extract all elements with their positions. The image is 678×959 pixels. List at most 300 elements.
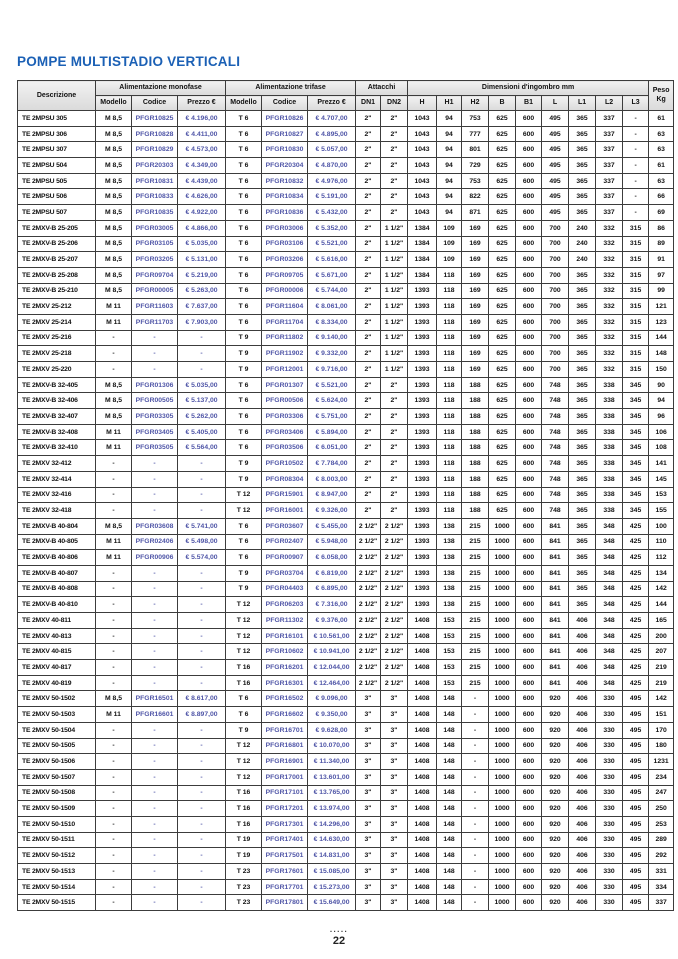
- cell-modello-monofase: M 8,5: [96, 283, 132, 299]
- cell-h2: -: [462, 707, 489, 723]
- cell-h: 1408: [408, 613, 437, 629]
- cell-modello-trifase: T 9: [226, 330, 262, 346]
- cell-codice-monofase: -: [132, 879, 178, 895]
- cell-prezzo-monofase: -: [178, 864, 226, 880]
- cell-prezzo-trifase: € 6.058,00: [308, 550, 356, 566]
- cell-h2: 215: [462, 581, 489, 597]
- cell-prezzo-monofase: -: [178, 785, 226, 801]
- cell-descrizione: TE 2MPSU 507: [18, 205, 96, 221]
- cell-codice-monofase: -: [132, 722, 178, 738]
- cell-codice-monofase: PFGR03205: [132, 252, 178, 268]
- cell-codice-monofase: -: [132, 832, 178, 848]
- cell-l2: 330: [596, 864, 623, 880]
- cell-l3: -: [623, 126, 649, 142]
- cell-codice-trifase: PFGR02407: [262, 534, 308, 550]
- cell-l2: 337: [596, 189, 623, 205]
- cell-h: 1408: [408, 864, 437, 880]
- cell-b1: 600: [516, 801, 542, 817]
- cell-l3: 495: [623, 691, 649, 707]
- cell-b1: 600: [516, 581, 542, 597]
- cell-h: 1408: [408, 691, 437, 707]
- cell-h: 1384: [408, 267, 437, 283]
- group-header-monofase: Alimentazione monofase: [96, 81, 226, 96]
- cell-prezzo-trifase: € 7.316,00: [308, 597, 356, 613]
- cell-h: 1393: [408, 299, 437, 315]
- cell-h1: 118: [437, 330, 462, 346]
- table-row: [18, 456, 674, 472]
- cell-peso: 142: [649, 691, 674, 707]
- cell-descrizione: TE 2MPSU 504: [18, 158, 96, 174]
- col-header-codice-monofase: Codice: [132, 96, 178, 111]
- cell-dn2: 3": [381, 879, 408, 895]
- col-header-h1: H1: [437, 96, 462, 111]
- cell-codice-trifase: PFGR08304: [262, 471, 308, 487]
- cell-l3: 315: [623, 220, 649, 236]
- cell-h2: 169: [462, 283, 489, 299]
- cell-dn1: 2": [356, 220, 381, 236]
- col-header-b1: B1: [516, 96, 542, 111]
- cell-l1: 406: [569, 691, 596, 707]
- cell-dn1: 3": [356, 754, 381, 770]
- cell-prezzo-trifase: € 5.057,00: [308, 142, 356, 158]
- cell-b: 625: [489, 503, 516, 519]
- cell-descrizione: TE 2MXV 50-1506: [18, 754, 96, 770]
- cell-prezzo-trifase: € 15.085,00: [308, 864, 356, 880]
- cell-h1: 148: [437, 769, 462, 785]
- cell-h2: 215: [462, 644, 489, 660]
- cell-l: 920: [542, 722, 569, 738]
- cell-h: 1393: [408, 377, 437, 393]
- cell-codice-trifase: PFGR00506: [262, 393, 308, 409]
- cell-codice-trifase: PFGR16602: [262, 707, 308, 723]
- cell-modello-trifase: T 19: [226, 848, 262, 864]
- cell-descrizione: TE 2MPSU 505: [18, 173, 96, 189]
- cell-h2: -: [462, 864, 489, 880]
- cell-l1: 365: [569, 142, 596, 158]
- table-row: [18, 409, 674, 425]
- cell-modello-monofase: -: [96, 346, 132, 362]
- cell-codice-trifase: PFGR17001: [262, 769, 308, 785]
- cell-prezzo-trifase: € 13.765,00: [308, 785, 356, 801]
- cell-codice-trifase: PFGR12001: [262, 362, 308, 378]
- cell-b: 625: [489, 173, 516, 189]
- cell-l3: 495: [623, 754, 649, 770]
- cell-l1: 406: [569, 816, 596, 832]
- cell-b: 625: [489, 456, 516, 472]
- cell-b1: 600: [516, 409, 542, 425]
- cell-h1: 138: [437, 550, 462, 566]
- cell-codice-monofase: PFGR10835: [132, 205, 178, 221]
- cell-modello-monofase: -: [96, 785, 132, 801]
- cell-dn2: 3": [381, 691, 408, 707]
- cell-modello-monofase: -: [96, 613, 132, 629]
- cell-l3: 495: [623, 738, 649, 754]
- cell-peso: 1231: [649, 754, 674, 770]
- table-row: [18, 707, 674, 723]
- cell-b: 1000: [489, 613, 516, 629]
- cell-l2: 348: [596, 628, 623, 644]
- cell-l: 920: [542, 879, 569, 895]
- table-row: [18, 816, 674, 832]
- cell-prezzo-monofase: € 5.137,00: [178, 393, 226, 409]
- cell-descrizione: TE 2MXV 50-1512: [18, 848, 96, 864]
- group-header-row: [18, 81, 674, 96]
- cell-h2: 188: [462, 377, 489, 393]
- cell-modello-trifase: T 9: [226, 456, 262, 472]
- cell-codice-trifase: PFGR15901: [262, 487, 308, 503]
- cell-h: 1408: [408, 628, 437, 644]
- col-header-l3: L3: [623, 96, 649, 111]
- cell-modello-monofase: -: [96, 487, 132, 503]
- cell-prezzo-monofase: -: [178, 346, 226, 362]
- cell-l1: 365: [569, 377, 596, 393]
- cell-prezzo-monofase: € 7.903,00: [178, 314, 226, 330]
- cell-modello-monofase: -: [96, 801, 132, 817]
- cell-l1: 240: [569, 252, 596, 268]
- cell-h2: 188: [462, 393, 489, 409]
- cell-peso: 153: [649, 487, 674, 503]
- cell-dn2: 2 1/2": [381, 644, 408, 660]
- col-header-h: H: [408, 96, 437, 111]
- cell-modello-monofase: M 11: [96, 550, 132, 566]
- cell-dn1: 2": [356, 267, 381, 283]
- cell-dn2: 2 1/2": [381, 597, 408, 613]
- cell-l1: 365: [569, 393, 596, 409]
- cell-modello-trifase: T 6: [226, 409, 262, 425]
- cell-l3: 495: [623, 879, 649, 895]
- cell-peso: 150: [649, 362, 674, 378]
- cell-modello-trifase: T 6: [226, 158, 262, 174]
- cell-prezzo-monofase: -: [178, 848, 226, 864]
- cell-h2: -: [462, 738, 489, 754]
- cell-prezzo-trifase: € 12.464,00: [308, 675, 356, 691]
- cell-l2: 330: [596, 832, 623, 848]
- cell-dn2: 1 1/2": [381, 252, 408, 268]
- page-number: 22: [332, 935, 346, 947]
- cell-codice-trifase: PFGR03106: [262, 236, 308, 252]
- cell-dn1: 3": [356, 879, 381, 895]
- footer-dots: ·····: [329, 927, 349, 936]
- cell-dn2: 3": [381, 707, 408, 723]
- cell-descrizione: TE 2MXV 25-218: [18, 346, 96, 362]
- cell-codice-monofase: PFGR00005: [132, 283, 178, 299]
- cell-prezzo-monofase: -: [178, 456, 226, 472]
- cell-l3: 345: [623, 409, 649, 425]
- cell-dn2: 2": [381, 487, 408, 503]
- col-header-dn2: DN2: [381, 96, 408, 111]
- cell-codice-trifase: PFGR10834: [262, 189, 308, 205]
- cell-h1: 148: [437, 879, 462, 895]
- cell-prezzo-trifase: € 9.350,00: [308, 707, 356, 723]
- cell-prezzo-monofase: -: [178, 613, 226, 629]
- cell-modello-monofase: M 11: [96, 534, 132, 550]
- cell-codice-monofase: PFGR03405: [132, 424, 178, 440]
- cell-peso: 63: [649, 173, 674, 189]
- cell-codice-trifase: PFGR03506: [262, 440, 308, 456]
- cell-h1: 118: [437, 299, 462, 315]
- cell-dn2: 2 1/2": [381, 581, 408, 597]
- cell-codice-monofase: PFGR00906: [132, 550, 178, 566]
- cell-h: 1393: [408, 471, 437, 487]
- cell-modello-trifase: T 9: [226, 346, 262, 362]
- cell-h1: 148: [437, 832, 462, 848]
- cell-h: 1408: [408, 722, 437, 738]
- cell-l: 841: [542, 534, 569, 550]
- cell-h: 1043: [408, 111, 437, 127]
- cell-prezzo-trifase: € 4.707,00: [308, 111, 356, 127]
- cell-b: 1000: [489, 581, 516, 597]
- cell-codice-trifase: PFGR03306: [262, 409, 308, 425]
- cell-descrizione: TE 2MXV-B 32-408: [18, 424, 96, 440]
- cell-dn2: 1 1/2": [381, 314, 408, 330]
- cell-b: 625: [489, 314, 516, 330]
- cell-l3: -: [623, 189, 649, 205]
- cell-l: 920: [542, 738, 569, 754]
- cell-modello-monofase: -: [96, 832, 132, 848]
- cell-dn2: 3": [381, 895, 408, 911]
- cell-modello-trifase: T 6: [226, 550, 262, 566]
- cell-prezzo-trifase: € 5.624,00: [308, 393, 356, 409]
- cell-l2: 338: [596, 409, 623, 425]
- cell-codice-monofase: -: [132, 628, 178, 644]
- cell-b1: 600: [516, 864, 542, 880]
- cell-h1: 94: [437, 158, 462, 174]
- cell-dn1: 2 1/2": [356, 675, 381, 691]
- cell-descrizione: TE 2MXV-B 32-410: [18, 440, 96, 456]
- cell-h1: 94: [437, 126, 462, 142]
- cell-codice-monofase: -: [132, 848, 178, 864]
- cell-dn2: 2 1/2": [381, 613, 408, 629]
- cell-codice-trifase: PFGR09705: [262, 267, 308, 283]
- cell-codice-monofase: PFGR03105: [132, 236, 178, 252]
- cell-l1: 365: [569, 267, 596, 283]
- cell-prezzo-trifase: € 5.521,00: [308, 377, 356, 393]
- cell-peso: 331: [649, 864, 674, 880]
- cell-l1: 365: [569, 173, 596, 189]
- cell-l: 920: [542, 832, 569, 848]
- cell-dn1: 2": [356, 471, 381, 487]
- cell-l1: 406: [569, 864, 596, 880]
- cell-h1: 148: [437, 785, 462, 801]
- cell-h2: 215: [462, 628, 489, 644]
- cell-h: 1393: [408, 409, 437, 425]
- cell-prezzo-trifase: € 10.070,00: [308, 738, 356, 754]
- cell-prezzo-trifase: € 5.751,00: [308, 409, 356, 425]
- cell-h1: 94: [437, 189, 462, 205]
- cell-l3: 425: [623, 518, 649, 534]
- cell-l2: 330: [596, 769, 623, 785]
- cell-prezzo-monofase: -: [178, 565, 226, 581]
- cell-descrizione: TE 2MXV 32-414: [18, 471, 96, 487]
- cell-b: 625: [489, 393, 516, 409]
- cell-l2: 348: [596, 581, 623, 597]
- cell-dn1: 3": [356, 864, 381, 880]
- cell-b1: 600: [516, 597, 542, 613]
- cell-peso: 219: [649, 660, 674, 676]
- cell-prezzo-trifase: € 5.744,00: [308, 283, 356, 299]
- cell-peso: 94: [649, 393, 674, 409]
- cell-dn1: 2 1/2": [356, 565, 381, 581]
- cell-l2: 338: [596, 424, 623, 440]
- cell-b: 1000: [489, 785, 516, 801]
- cell-dn1: 2": [356, 346, 381, 362]
- cell-dn2: 3": [381, 801, 408, 817]
- table-row: [18, 518, 674, 534]
- cell-modello-monofase: -: [96, 722, 132, 738]
- cell-b1: 600: [516, 220, 542, 236]
- cell-codice-trifase: PFGR16201: [262, 660, 308, 676]
- cell-b1: 600: [516, 722, 542, 738]
- table-row: [18, 738, 674, 754]
- cell-b1: 600: [516, 691, 542, 707]
- page-title: POMPE MULTISTADIO VERTICALI: [17, 54, 241, 69]
- cell-h1: 138: [437, 534, 462, 550]
- cell-dn2: 1 1/2": [381, 330, 408, 346]
- cell-b1: 600: [516, 848, 542, 864]
- cell-h2: 169: [462, 220, 489, 236]
- cell-l2: 337: [596, 126, 623, 142]
- cell-h: 1393: [408, 565, 437, 581]
- cell-prezzo-monofase: € 5.574,00: [178, 550, 226, 566]
- cell-h: 1393: [408, 487, 437, 503]
- cell-descrizione: TE 2MXV-B 40-808: [18, 581, 96, 597]
- cell-l2: 337: [596, 205, 623, 221]
- cell-prezzo-monofase: € 5.035,00: [178, 377, 226, 393]
- cell-prezzo-monofase: € 5.035,00: [178, 236, 226, 252]
- cell-l3: -: [623, 158, 649, 174]
- cell-peso: 61: [649, 111, 674, 127]
- cell-prezzo-monofase: € 4.626,00: [178, 189, 226, 205]
- cell-modello-trifase: T 12: [226, 754, 262, 770]
- cell-modello-trifase: T 23: [226, 895, 262, 911]
- cell-descrizione: TE 2MXV 50-1515: [18, 895, 96, 911]
- cell-modello-monofase: -: [96, 597, 132, 613]
- cell-codice-trifase: PFGR10832: [262, 173, 308, 189]
- table-row: [18, 126, 674, 142]
- cell-b1: 600: [516, 534, 542, 550]
- cell-l1: 406: [569, 613, 596, 629]
- cell-dn1: 2": [356, 424, 381, 440]
- cell-b: 1000: [489, 707, 516, 723]
- cell-h: 1393: [408, 597, 437, 613]
- cell-modello-trifase: T 12: [226, 613, 262, 629]
- cell-l3: 315: [623, 267, 649, 283]
- cell-codice-trifase: PFGR10836: [262, 205, 308, 221]
- cell-l3: -: [623, 205, 649, 221]
- cell-l3: -: [623, 111, 649, 127]
- cell-l2: 337: [596, 158, 623, 174]
- table-row: [18, 283, 674, 299]
- cell-descrizione: TE 2MXV 25-220: [18, 362, 96, 378]
- cell-codice-trifase: PFGR10502: [262, 456, 308, 472]
- cell-descrizione: TE 2MXV-B 32-407: [18, 409, 96, 425]
- cell-l1: 406: [569, 754, 596, 770]
- cell-b: 625: [489, 252, 516, 268]
- cell-codice-monofase: PFGR11703: [132, 314, 178, 330]
- cell-l3: 425: [623, 644, 649, 660]
- cell-l1: 365: [569, 456, 596, 472]
- cell-prezzo-trifase: € 10.941,00: [308, 644, 356, 660]
- col-header-dn1: DN1: [356, 96, 381, 111]
- cell-codice-trifase: PFGR03607: [262, 518, 308, 534]
- cell-codice-trifase: PFGR10602: [262, 644, 308, 660]
- cell-codice-monofase: -: [132, 675, 178, 691]
- cell-h: 1393: [408, 362, 437, 378]
- cell-modello-monofase: M 11: [96, 314, 132, 330]
- cell-h2: 215: [462, 550, 489, 566]
- cell-b: 625: [489, 267, 516, 283]
- cell-b1: 600: [516, 675, 542, 691]
- cell-codice-trifase: PFGR17501: [262, 848, 308, 864]
- cell-prezzo-monofase: -: [178, 471, 226, 487]
- cell-l: 495: [542, 126, 569, 142]
- cell-dn1: 3": [356, 832, 381, 848]
- cell-peso: 289: [649, 832, 674, 848]
- cell-prezzo-trifase: € 5.894,00: [308, 424, 356, 440]
- cell-l2: 332: [596, 283, 623, 299]
- cell-h2: 871: [462, 205, 489, 221]
- cell-l3: 345: [623, 471, 649, 487]
- cell-h1: 148: [437, 816, 462, 832]
- cell-b: 625: [489, 346, 516, 362]
- cell-b: 1000: [489, 816, 516, 832]
- cell-l1: 240: [569, 236, 596, 252]
- cell-modello-monofase: -: [96, 503, 132, 519]
- cell-l1: 365: [569, 189, 596, 205]
- cell-codice-monofase: PFGR02406: [132, 534, 178, 550]
- cell-l2: 348: [596, 534, 623, 550]
- cell-modello-trifase: T 6: [226, 267, 262, 283]
- cell-b1: 600: [516, 832, 542, 848]
- cell-l1: 365: [569, 471, 596, 487]
- cell-modello-trifase: T 6: [226, 377, 262, 393]
- cell-l3: 425: [623, 597, 649, 613]
- cell-dn1: 3": [356, 895, 381, 911]
- cell-l: 748: [542, 377, 569, 393]
- table-row: [18, 832, 674, 848]
- cell-l: 748: [542, 487, 569, 503]
- cell-codice-monofase: -: [132, 581, 178, 597]
- cell-descrizione: TE 2MXV 50-1508: [18, 785, 96, 801]
- cell-l1: 406: [569, 738, 596, 754]
- cell-h2: 169: [462, 299, 489, 315]
- cell-l1: 365: [569, 362, 596, 378]
- cell-l3: 315: [623, 314, 649, 330]
- cell-dn2: 2": [381, 456, 408, 472]
- cell-peso: 144: [649, 597, 674, 613]
- page-footer: [0, 929, 678, 947]
- cell-dn2: 2 1/2": [381, 518, 408, 534]
- cell-l: 495: [542, 173, 569, 189]
- cell-h: 1393: [408, 283, 437, 299]
- cell-modello-monofase: -: [96, 769, 132, 785]
- cell-prezzo-trifase: € 9.716,00: [308, 362, 356, 378]
- cell-dn1: 2 1/2": [356, 613, 381, 629]
- cell-codice-trifase: PFGR03206: [262, 252, 308, 268]
- cell-b: 1000: [489, 675, 516, 691]
- cell-b: 1000: [489, 628, 516, 644]
- cell-peso: 69: [649, 205, 674, 221]
- cell-modello-monofase: -: [96, 660, 132, 676]
- cell-dn1: 2": [356, 126, 381, 142]
- cell-codice-monofase: -: [132, 816, 178, 832]
- cell-prezzo-trifase: € 15.273,00: [308, 879, 356, 895]
- cell-h2: 188: [462, 471, 489, 487]
- col-header-prezzo-trifase: Prezzo €: [308, 96, 356, 111]
- cell-h1: 118: [437, 487, 462, 503]
- cell-h1: 94: [437, 205, 462, 221]
- cell-l: 920: [542, 848, 569, 864]
